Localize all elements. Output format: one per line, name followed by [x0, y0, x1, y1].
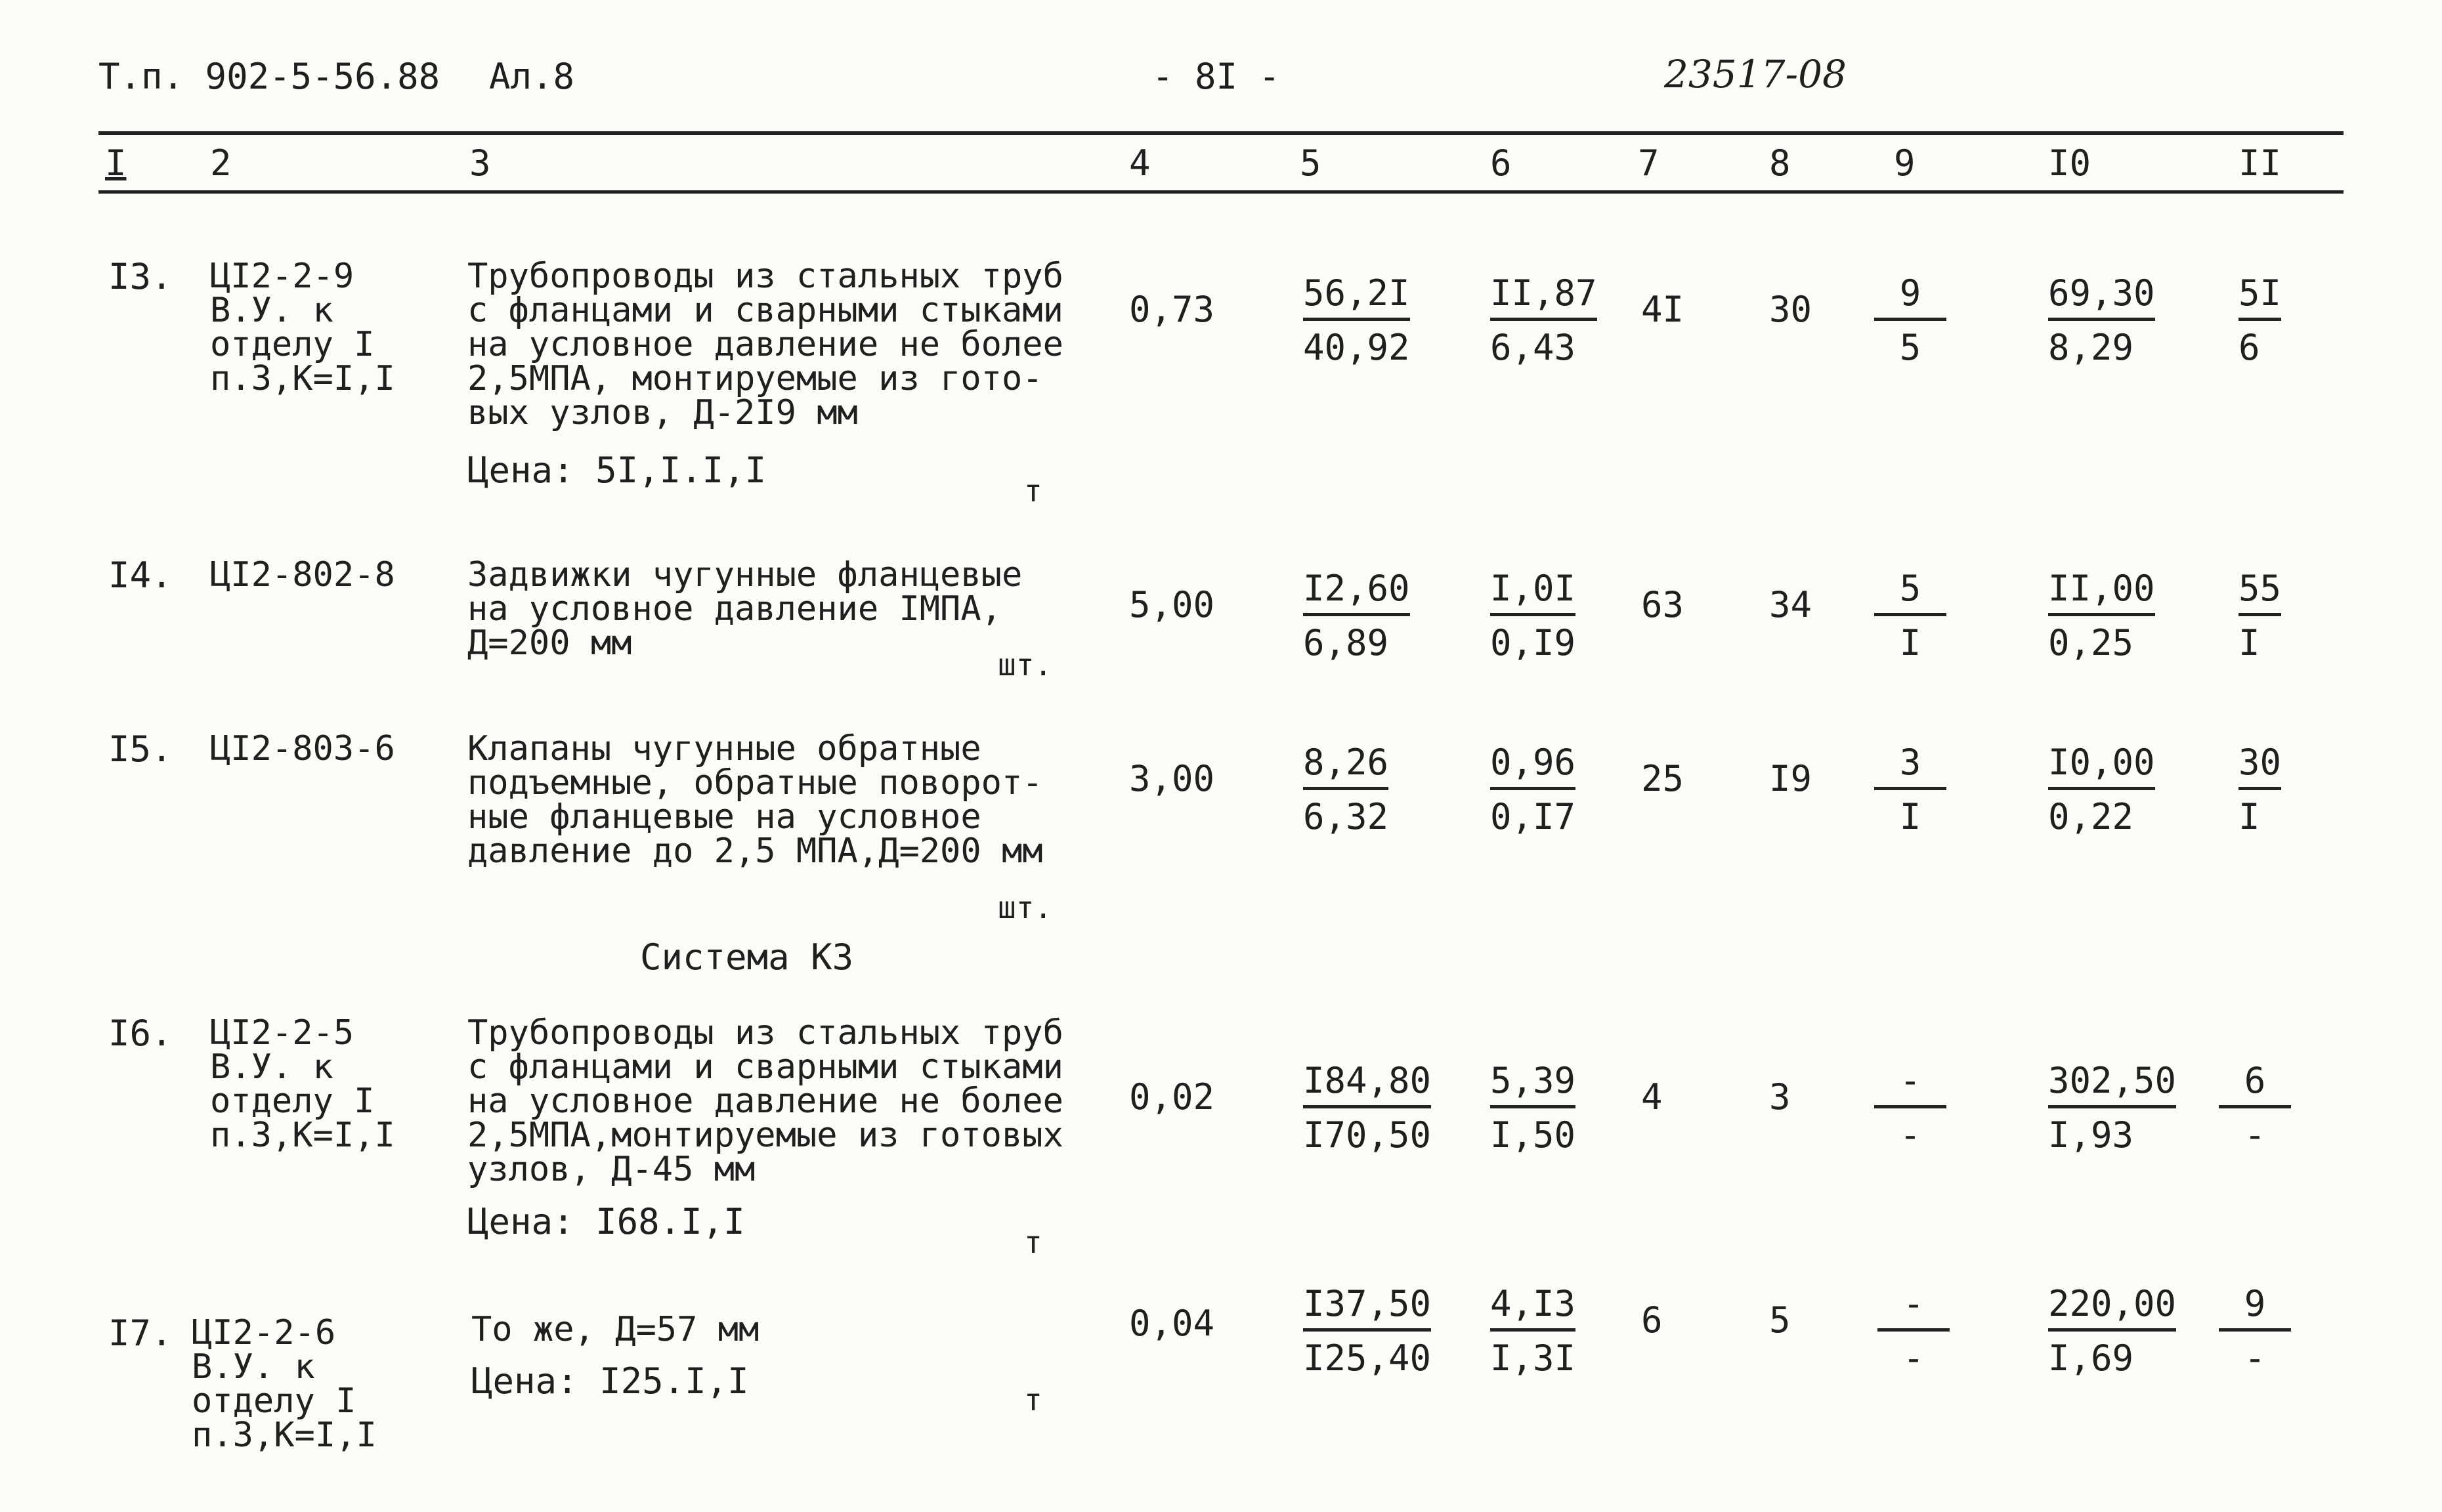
col11-fraction: 6 -: [2219, 1060, 2291, 1153]
col7-value: 25: [1641, 758, 1684, 799]
col-header-2: 2: [210, 142, 232, 184]
col-header-3: 3: [469, 142, 491, 184]
rate-code: ЦI2-803-6: [210, 729, 395, 768]
col6-fraction: $\frac{4,I3}{I,3I}$: [1490, 1283, 1576, 1379]
col11-fraction: $\frac{30}{I}$: [2238, 742, 2282, 837]
quantity: 0,04: [1129, 1303, 1215, 1344]
quantity: 0,73: [1129, 289, 1215, 330]
col10-fraction: $\frac{I0,00}{0,22}$: [2048, 742, 2155, 837]
col5-fraction: $\frac{56,2I}{40,92}$: [1303, 272, 1410, 368]
quantity: 5,00: [1129, 584, 1215, 625]
col6-fraction: $\frac{0,96}{0,I7}$: [1490, 742, 1576, 837]
row-number: I5.: [108, 728, 173, 770]
price-note: Цена: 5I,I.I,I: [467, 450, 767, 491]
col6-fraction: $\frac{I,0I}{0,I9}$: [1490, 568, 1576, 663]
col10-fraction: $\frac{220,00}{I,69}$: [2048, 1283, 2177, 1379]
col9-fraction: - -: [1877, 1283, 1950, 1376]
col5-fraction: $\frac{8,26}{6,32}$: [1303, 742, 1389, 837]
col7-value: 6: [1641, 1299, 1663, 1341]
col11-fraction: $\frac{5I}{6}$: [2238, 272, 2282, 368]
quantity: 0,02: [1129, 1076, 1215, 1118]
col11-fraction: $\frac{55}{I}$: [2238, 568, 2282, 663]
handwritten-number: 23517-08: [1664, 52, 1847, 96]
col-header-5: 5: [1300, 142, 1321, 184]
col8-value: 30: [1769, 289, 1812, 330]
col-header-10: I0: [2048, 142, 2091, 184]
col9-fraction: $\frac{3}{I}$: [1874, 742, 1946, 835]
col10-fraction: $\frac{69,30}{8,29}$: [2048, 272, 2155, 368]
work-description: Трубопроводы из стальных труб с фланцами и сварными стыками на условное давление не более 2,5МПА, монтируемые из гото- вых узлов, Д-2I9 мм: [467, 257, 1063, 432]
column-rule: [98, 190, 2344, 194]
row-number: I4.: [108, 555, 173, 596]
col8-value: 34: [1769, 584, 1812, 625]
col9-fraction: - -: [1874, 1060, 1946, 1153]
row-number: I3.: [108, 256, 173, 297]
col-header-1: I: [105, 142, 127, 184]
col-header-9: 9: [1894, 142, 1916, 184]
album-number: Ал.8: [489, 56, 575, 97]
col-header-8: 8: [1769, 142, 1791, 184]
col-header-7: 7: [1638, 142, 1660, 184]
col8-value: 5: [1769, 1299, 1791, 1341]
work-description: Задвижки чугунные фланцевые на условное давление IМПА, Д=200 мм: [467, 555, 1023, 663]
rate-code: ЦI2-2-5 В.У. к отделу I п.3,К=I,I: [210, 1013, 395, 1155]
work-description: Трубопроводы из стальных труб с фланцами и сварными стыками на условное давление не более 2,5МПА,монтируемые из готовых узлов, Д-45 мм: [467, 1013, 1063, 1189]
col-header-4: 4: [1129, 142, 1151, 184]
col11-fraction: 9 -: [2219, 1283, 2291, 1376]
unit-of-measure: т: [1024, 473, 1042, 509]
col5-fraction: $\frac{I37,50}{I25,40}$: [1303, 1283, 1432, 1379]
col7-value: 4I: [1641, 289, 1684, 330]
unit-of-measure: т: [1024, 1382, 1042, 1418]
quantity: 3,00: [1129, 758, 1215, 799]
col6-fraction: $\frac{5,39}{I,50}$: [1490, 1060, 1576, 1156]
price-note: Цена: I25.I,I: [471, 1360, 749, 1402]
col10-fraction: $\frac{302,50}{I,93}$: [2048, 1060, 2177, 1156]
col-header-6: 6: [1490, 142, 1512, 184]
unit-of-measure: шт.: [998, 647, 1053, 682]
col8-value: 3: [1769, 1076, 1791, 1118]
col9-fraction: $\frac{5}{I}$: [1874, 568, 1946, 661]
row-number: I7.: [108, 1312, 173, 1354]
col9-fraction: $\frac{9}{5}$: [1874, 272, 1946, 366]
col-header-11: II: [2238, 142, 2282, 184]
col5-fraction: $\frac{I2,60}{6,89}$: [1303, 568, 1410, 663]
col8-value: I9: [1769, 758, 1812, 799]
header-rule: [98, 131, 2344, 135]
rate-code: ЦI2-802-8: [210, 555, 395, 595]
work-description: Клапаны чугунные обратные подъемные, обратные поворот- ные фланцевые на условное давление до 2,5 МПА,Д=200 мм: [467, 729, 1043, 871]
unit-of-measure: шт.: [998, 890, 1053, 925]
col5-fraction: $\frac{I84,80}{I70,50}$: [1303, 1060, 1432, 1156]
col10-fraction: $\frac{II,00}{0,25}$: [2048, 568, 2155, 663]
section-title: Система К3: [640, 936, 854, 978]
col7-value: 63: [1641, 584, 1684, 625]
col6-fraction: $\frac{II,87}{6,43}$: [1490, 272, 1597, 368]
unit-of-measure: т: [1024, 1225, 1042, 1260]
col7-value: 4: [1641, 1076, 1663, 1118]
page-number: - 8I -: [1152, 56, 1281, 97]
rate-code: ЦI2-2-6 В.У. к отделу I п.3,К=I,I: [192, 1313, 377, 1455]
rate-code: ЦI2-2-9 В.У. к отделу I п.3,К=I,I: [210, 257, 395, 398]
price-note: Цена: I68.I,I: [467, 1201, 745, 1242]
work-description: То же, Д=57 мм: [471, 1310, 760, 1349]
document-reference: Т.п. 902-5-56.88: [98, 56, 440, 97]
row-number: I6.: [108, 1013, 173, 1054]
